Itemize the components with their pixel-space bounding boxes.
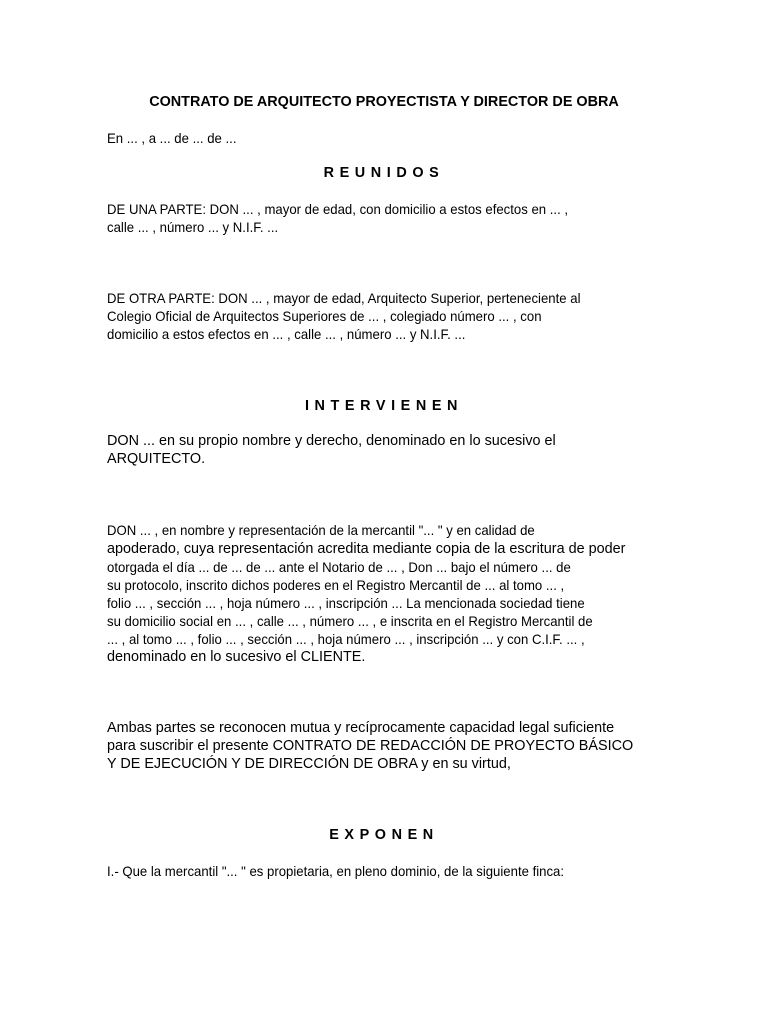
interviene-dos-line-4: su protocolo, inscrito dichos poderes en el Registro Mercantil de ... al tomo ... ,: [107, 577, 565, 593]
document-title: CONTRATO DE ARQUITECTO PROYECTISTA Y DIRECTOR DE OBRA: [149, 94, 619, 110]
section-heading-exponen: EXPONEN: [329, 827, 439, 843]
section-heading-intervienen: INTERVIENEN: [304, 398, 464, 414]
parte-dos-line-3: domicilio a estos efectos en ... , calle ... , número ... y N.I.F. ...: [107, 326, 466, 342]
interviene-dos-line-5: folio ... , sección ... , hoja número ... , inscripción ... La mencionada sociedad tiene: [107, 595, 585, 611]
parte-uno-line-1: DE UNA PARTE: DON ... , mayor de edad, con domicilio a estos efectos en ... ,: [107, 201, 569, 217]
date-line: En ... , a ... de ... de ...: [107, 130, 237, 146]
interviene-uno-line-2: ARQUITECTO.: [107, 451, 206, 467]
section-heading-reunidos: REUNIDOS: [323, 165, 445, 181]
parte-dos-line-1: DE OTRA PARTE: DON ... , mayor de edad, Arquitecto Superior, perteneciente al: [107, 290, 581, 306]
interviene-dos-line-7: ... , al tomo ... , folio ... , sección ... , hoja número ... , inscripción ... y con C.I.F. ... ,: [107, 631, 585, 647]
ambas-partes-line-1: Ambas partes se reconocen mutua y recíprocamente capacidad legal suficiente: [107, 720, 615, 736]
expone-uno-line: I.- Que la mercantil "... " es propietaria, en pleno dominio, de la siguiente finca:: [107, 863, 565, 879]
parte-uno-line-2: calle ... , número ... y N.I.F. ...: [107, 219, 279, 235]
parte-dos-line-2: Colegio Oficial de Arquitectos Superiores de ... , colegiado número ... , con: [107, 308, 542, 324]
ambas-partes-line-2: para suscribir el presente CONTRATO DE REDACCIÓN DE PROYECTO BÁSICO: [107, 738, 634, 754]
ambas-partes-line-3: Y DE EJECUCIÓN Y DE DIRECCIÓN DE OBRA y en su virtud,: [107, 756, 511, 772]
interviene-dos-line-1: DON ... , en nombre y representación de la mercantil "... " y en calidad de: [107, 522, 535, 538]
interviene-dos-line-6: su domicilio social en ... , calle ... , número ... , e inscrita en el Registro Mercantil de: [107, 613, 593, 629]
interviene-uno-line-1: DON ... en su propio nombre y derecho, denominado en lo sucesivo el: [107, 433, 556, 449]
interviene-dos-line-8: denominado en lo sucesivo el CLIENTE.: [107, 649, 366, 665]
interviene-dos-line-3: otorgada el día ... de ... de ... ante el Notario de ... , Don ... bajo el número ... de: [107, 559, 571, 575]
interviene-dos-line-2: apoderado, cuya representación acredita mediante copia de la escritura de poder: [107, 541, 626, 557]
